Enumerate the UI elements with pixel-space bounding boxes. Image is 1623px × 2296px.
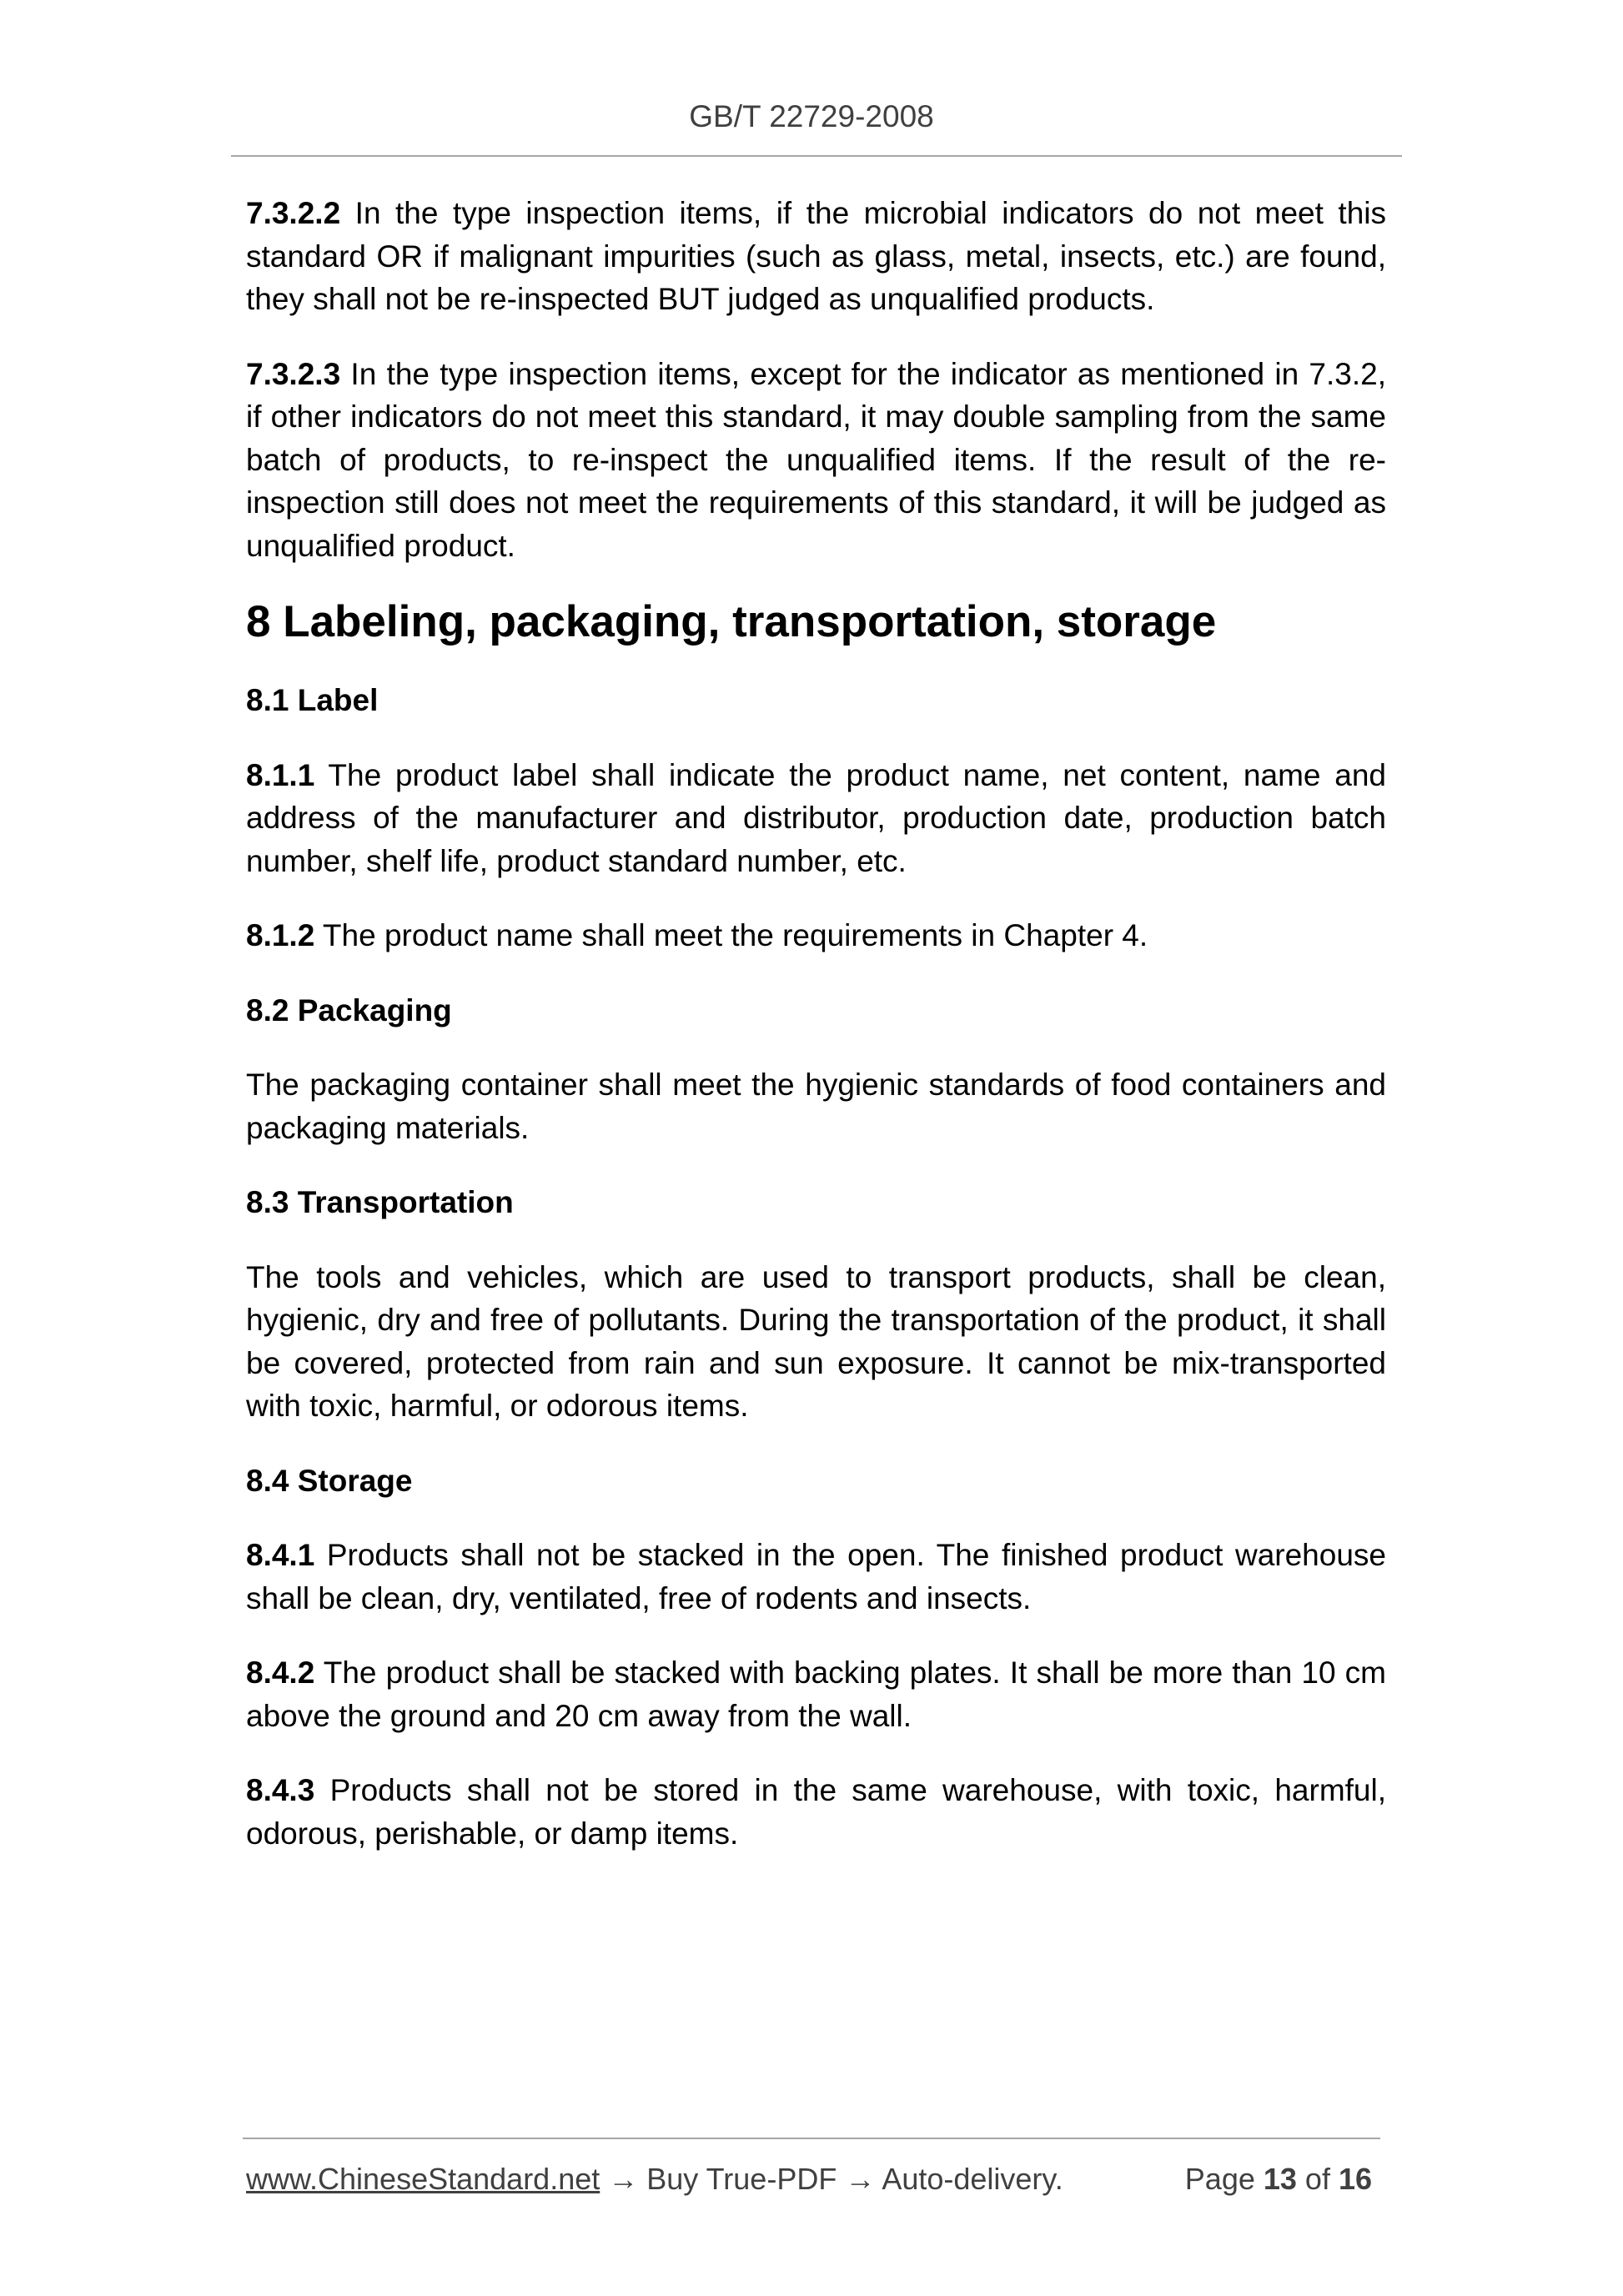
header-divider xyxy=(231,155,1402,157)
page-word: Page xyxy=(1184,2162,1264,2196)
current-page-number: 13 xyxy=(1263,2162,1297,2196)
clause-7-3-2-2 xyxy=(246,192,1386,321)
page-header: GB/T 22729-2008 xyxy=(689,99,934,133)
footer-divider xyxy=(243,2138,1380,2139)
website-link[interactable]: www.ChineseStandard.net xyxy=(246,2162,600,2196)
footer-promo xyxy=(246,2158,1063,2200)
of-word: of xyxy=(1296,2162,1339,2196)
clause-text: Products shall not be stacked in the open. The finished product warehouse shall be clean, dry, ventilated, free of rodents and insects. xyxy=(246,1538,1386,1615)
clause-8-1-1 xyxy=(246,754,1386,883)
clause-7-3-2-3 xyxy=(246,353,1386,568)
clause-number: 8.4.1 xyxy=(246,1538,315,1572)
section-8-2-heading: 8.2 Packaging xyxy=(246,992,452,1027)
clause-8-4-3 xyxy=(246,1769,1386,1855)
clause-number: 8.4.3 xyxy=(246,1773,315,1807)
clause-text: The product shall be stacked with backing plates. It shall be more than 10 cm above the ground and 20 cm away from the wall. xyxy=(246,1655,1386,1733)
clause-text: In the type inspection items, except for the indicator as mentioned in 7.3.2, if other indicators do not meet this standard, it may double sampling from the same batch of products, to re-inspect the unqualified items. If the result of the re-inspection still does not meet the requirements of this standard, it will be judged as unqualified product. xyxy=(246,356,1386,563)
page-footer xyxy=(246,2158,1380,2200)
section-8-4-heading: 8.4 Storage xyxy=(246,1463,413,1498)
paragraph-8-3: The tools and vehicles, which are used to transport products, shall be clean, hygienic, dry and free of pollutants. During the transportation of the product, it shall be covered, protected from rain and sun exposure. It cannot be mix-transported with toxic, harmful, or odorous items. xyxy=(246,1259,1386,1423)
clause-number: 8.1.1 xyxy=(246,757,315,792)
chapter-8-heading: 8 Labeling, packaging, transportation, storage xyxy=(246,597,1217,646)
clause-number: 7.3.2.3 xyxy=(246,356,341,391)
clause-text: The product name shall meet the requirements in Chapter 4. xyxy=(314,918,1148,952)
section-8-3-heading: 8.3 Transportation xyxy=(246,1185,514,1219)
clause-8-4-2 xyxy=(246,1651,1386,1737)
clause-8-1-2 xyxy=(246,914,1386,957)
clause-text: Products shall not be stored in the same warehouse, with toxic, harmful, odorous, perishable, or damp items. xyxy=(246,1773,1386,1851)
section-8-1-heading: 8.1 Label xyxy=(246,683,379,717)
footer-tagline: → Buy True-PDF → Auto-delivery. xyxy=(600,2162,1063,2196)
clause-text: In the type inspection items, if the microbial indicators do not meet this standard OR if malignant impurities (such as glass, metal, insects, etc.) are found, they shall not be re-inspected BUT judged as unqualified products. xyxy=(246,196,1386,316)
clause-number: 7.3.2.2 xyxy=(246,196,341,230)
page-indicator xyxy=(1185,2158,1372,2200)
document-body xyxy=(246,192,1386,1855)
clause-8-4-1 xyxy=(246,1534,1386,1620)
clause-number: 8.4.2 xyxy=(246,1655,315,1690)
total-page-number: 16 xyxy=(1338,2162,1372,2196)
clause-text: The product label shall indicate the product name, net content, name and address of the manufacturer and distributor, production date, production batch number, shelf life, product standard number, etc. xyxy=(246,757,1386,878)
paragraph-8-2: The packaging container shall meet the hygienic standards of food containers and packaging materials. xyxy=(246,1068,1386,1145)
clause-number: 8.1.2 xyxy=(246,918,315,952)
